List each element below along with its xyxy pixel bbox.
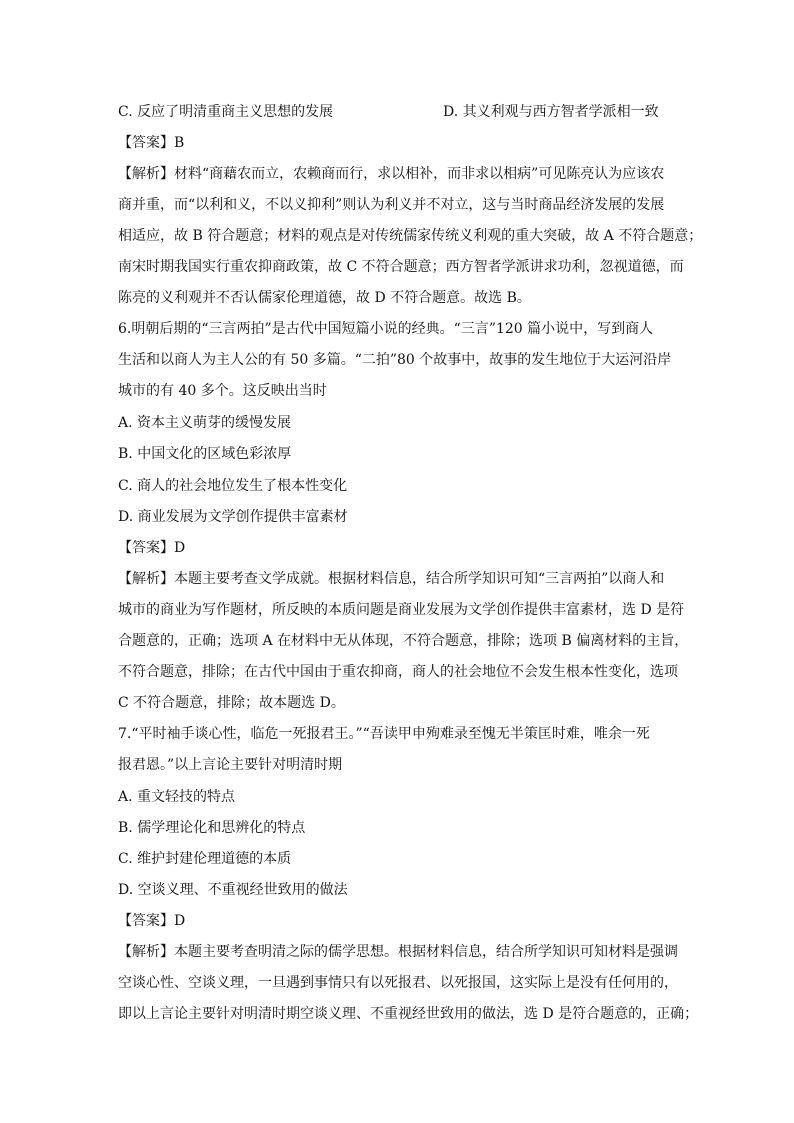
q5-option-c: C. 反应了明清重商主义思想的发展 [118, 104, 334, 120]
q7-option-d: D. 空谈义理、不重视经世致用的做法 [118, 882, 348, 898]
q6-stem-line-3: 城市的有 40 多个。这反映出当时 [118, 383, 327, 399]
q7-option-b: B. 儒学理论化和思辨化的特点 [118, 820, 306, 836]
q7-answer: 【答案】D [118, 913, 186, 929]
q6-option-a: A. 资本主义萌芽的缓慢发展 [118, 415, 292, 431]
q6-analysis-line-2: 城市的商业为写作题材，所反映的本质问题是商业发展为文学创作提供丰富素材，选 D 是符 [118, 602, 685, 618]
q7-analysis-line-2: 空谈心性、空谈义理，一旦遇到事情只有以死报君、以死报国，这实际上是没有任何用的， [118, 975, 678, 991]
q5-analysis-line-3: 相适应，故 B 符合题意；材料的观点是对传统儒家传统义利观的重大突破，故 A 不符合题意； [118, 228, 703, 244]
q6-stem-line-1: 6.明朝后期的“三言两拍”是古代中国短篇小说的经典。“三言”120 篇小说中，写到商人 [118, 321, 654, 337]
q6-analysis-line-1: 【解析】本题主要考查文学成就。根据材料信息，结合所学知识可知“三言两拍”以商人和 [118, 571, 665, 587]
q5-analysis-line-5: 陈亮的义利观并不否认儒家伦理道德，故 D 不符合题意。故选 B。 [118, 290, 531, 306]
q6-option-b: B. 中国文化的区域色彩浓厚 [118, 446, 292, 462]
q7-stem-line-2: 报君恩。”以上言论主要针对明清时期 [118, 757, 343, 773]
q7-analysis-line-3: 即以上言论主要针对明清时期空谈义理、不重视经世致用的做法，选 D 是符合题意的，正确； [118, 1006, 699, 1022]
q6-analysis-line-5: C 不符合题意，排除；故本题选 D。 [118, 695, 345, 711]
q6-option-c: C. 商人的社会地位发生了根本性变化 [118, 478, 348, 494]
q7-analysis-line-1: 【解析】本题主要考查明清之际的儒学思想。根据材料信息，结合所学知识可知材料是强调 [118, 944, 678, 960]
q5-analysis-line-2: 商并重，而“以利和义，不以义抑利”则认为利义并不对立，这与当时商品经济发展的发展 [118, 197, 665, 213]
q6-analysis-line-3: 合题意的，正确；选项 A 在材料中无从体现，不符合题意，排除；选项 B 偏离材料的主旨， [118, 633, 689, 649]
q5-option-d: D. 其义利观与西方智者学派相一致 [443, 104, 659, 120]
q5-analysis-line-1: 【解析】材料“商藉农而立，农赖商而行，求以相补，而非求以相病”可见陈亮认为应该农 [118, 166, 665, 182]
q7-option-a: A. 重文轻技的特点 [118, 789, 236, 805]
q6-answer: 【答案】D [118, 540, 186, 556]
q5-answer: 【答案】B [118, 135, 185, 151]
q7-stem-line-1: 7.“平时袖手谈心性，临危一死报君王。”“吾读甲申殉难录至愧无半策匡时难，唯余一死 [118, 726, 650, 742]
q5-analysis-line-4: 南宋时期我国实行重农抑商政策，故 C 不符合题意；西方智者学派讲求功利，忽视道德，而 [118, 259, 684, 275]
q6-stem-line-2: 生活和以商人为主人公的有 50 多篇。“二拍”80 个故事中，故事的发生地位于大运河沿岸 [118, 352, 672, 368]
q7-option-c: C. 维护封建伦理道德的本质 [118, 851, 292, 867]
q6-option-d: D. 商业发展为文学创作提供丰富素材 [118, 509, 348, 525]
q6-analysis-line-4: 不符合题意，排除；在古代中国由于重农抑商，商人的社会地位不会发生根本性变化，选项 [118, 664, 678, 680]
